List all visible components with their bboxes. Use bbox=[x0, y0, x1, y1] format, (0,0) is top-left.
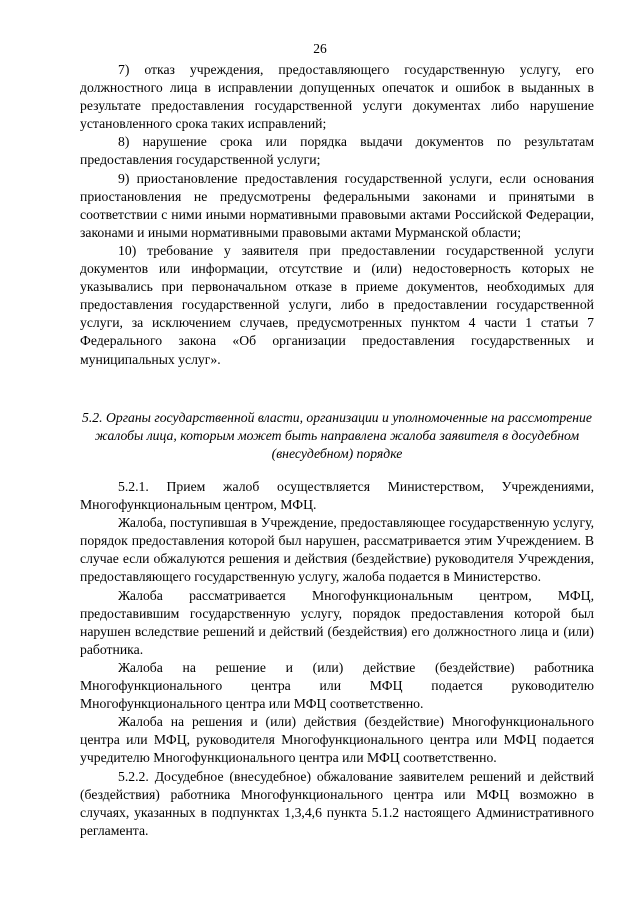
section-body bbox=[80, 478, 594, 840]
page-number: 26 bbox=[313, 41, 327, 56]
paragraph: Жалоба рассматривается Многофункциональным центром, МФЦ, предоставившим государственную услугу, порядок предоставления которой был нарушен вследствие решений и действий (бездействия) его должностного лица и (или) работника. bbox=[80, 587, 594, 657]
list-item: 10) требование у заявителя при предоставлении государственной услуги документов или информации, отсутствие и (или) недостоверность которых не указывались при первоначальном отказе в приеме документов, необходимых для предоставления государственной услуги, либо в предоставлении государственной услуги, за исключением случаев, предусмотренных пунктом 4 части 1 статьи 7 Федерального закона «Об организации предоставления государственных и муниципальных услуг». bbox=[80, 242, 594, 367]
paragraph: 5.2.1. Прием жалоб осуществляется Министерством, Учреждениями, Многофункциональным центром, МФЦ. bbox=[80, 479, 594, 513]
paragraph: Жалоба на решение и (или) действие (бездействие) работника Многофункционального центра или МФЦ подается руководителю Многофункционального центра или МФЦ соответственно. bbox=[80, 659, 594, 712]
paragraph: Жалоба на решения и (или) действия (бездействие) Многофункционального центра или МФЦ, руководителя Многофункционального центра или МФЦ подается учредителю Многофункционального центра или МФЦ соответственно. bbox=[80, 714, 594, 766]
paragraph: 5.2.2. Досудебное (внесудебное) обжалование заявителем решений и действий (бездействия) работника Многофункционального центра или МФЦ возможно в случаях, указанных в подпунктах 1,3,4,6 пункта 5.1.2 настоящего Административного регламента. bbox=[80, 768, 594, 838]
list-item: 7) отказ учреждения, предоставляющего государственную услугу, его должностного лица в исправлении допущенных опечаток и ошибок в выданных в результате предоставления государственной услуги документах либо нарушение установленного срока таких исправлений; bbox=[80, 62, 594, 132]
section-heading: 5.2. Органы государственной власти, организации и уполномоченные на рассмотрение жалобы лица, которым может быть направлена жалоба заявителя в досудебном (внесудебном) порядке bbox=[82, 410, 592, 462]
list-item: 9) приостановление предоставления государственной услуги, если основания приостановления не предусмотрены федеральными законами и принятыми в соответствии с ними иными нормативными правовыми актами Российской Федерации, законами и иными нормативными правовыми актами Мурманской области; bbox=[80, 170, 594, 240]
list-item: 8) нарушение срока или порядка выдачи документов по результатам предоставления государственной услуги; bbox=[80, 134, 594, 168]
violations-list bbox=[80, 61, 594, 369]
paragraph: Жалоба, поступившая в Учреждение, предоставляющее государственную услугу, порядок предоставления которой был нарушен, рассматривается этим Учреждением. В случае если обжалуются решения и действия (бездействие) руководителя Учреждения, предоставляющего государственную услугу, жалоба подается в Министерство. bbox=[80, 515, 594, 585]
